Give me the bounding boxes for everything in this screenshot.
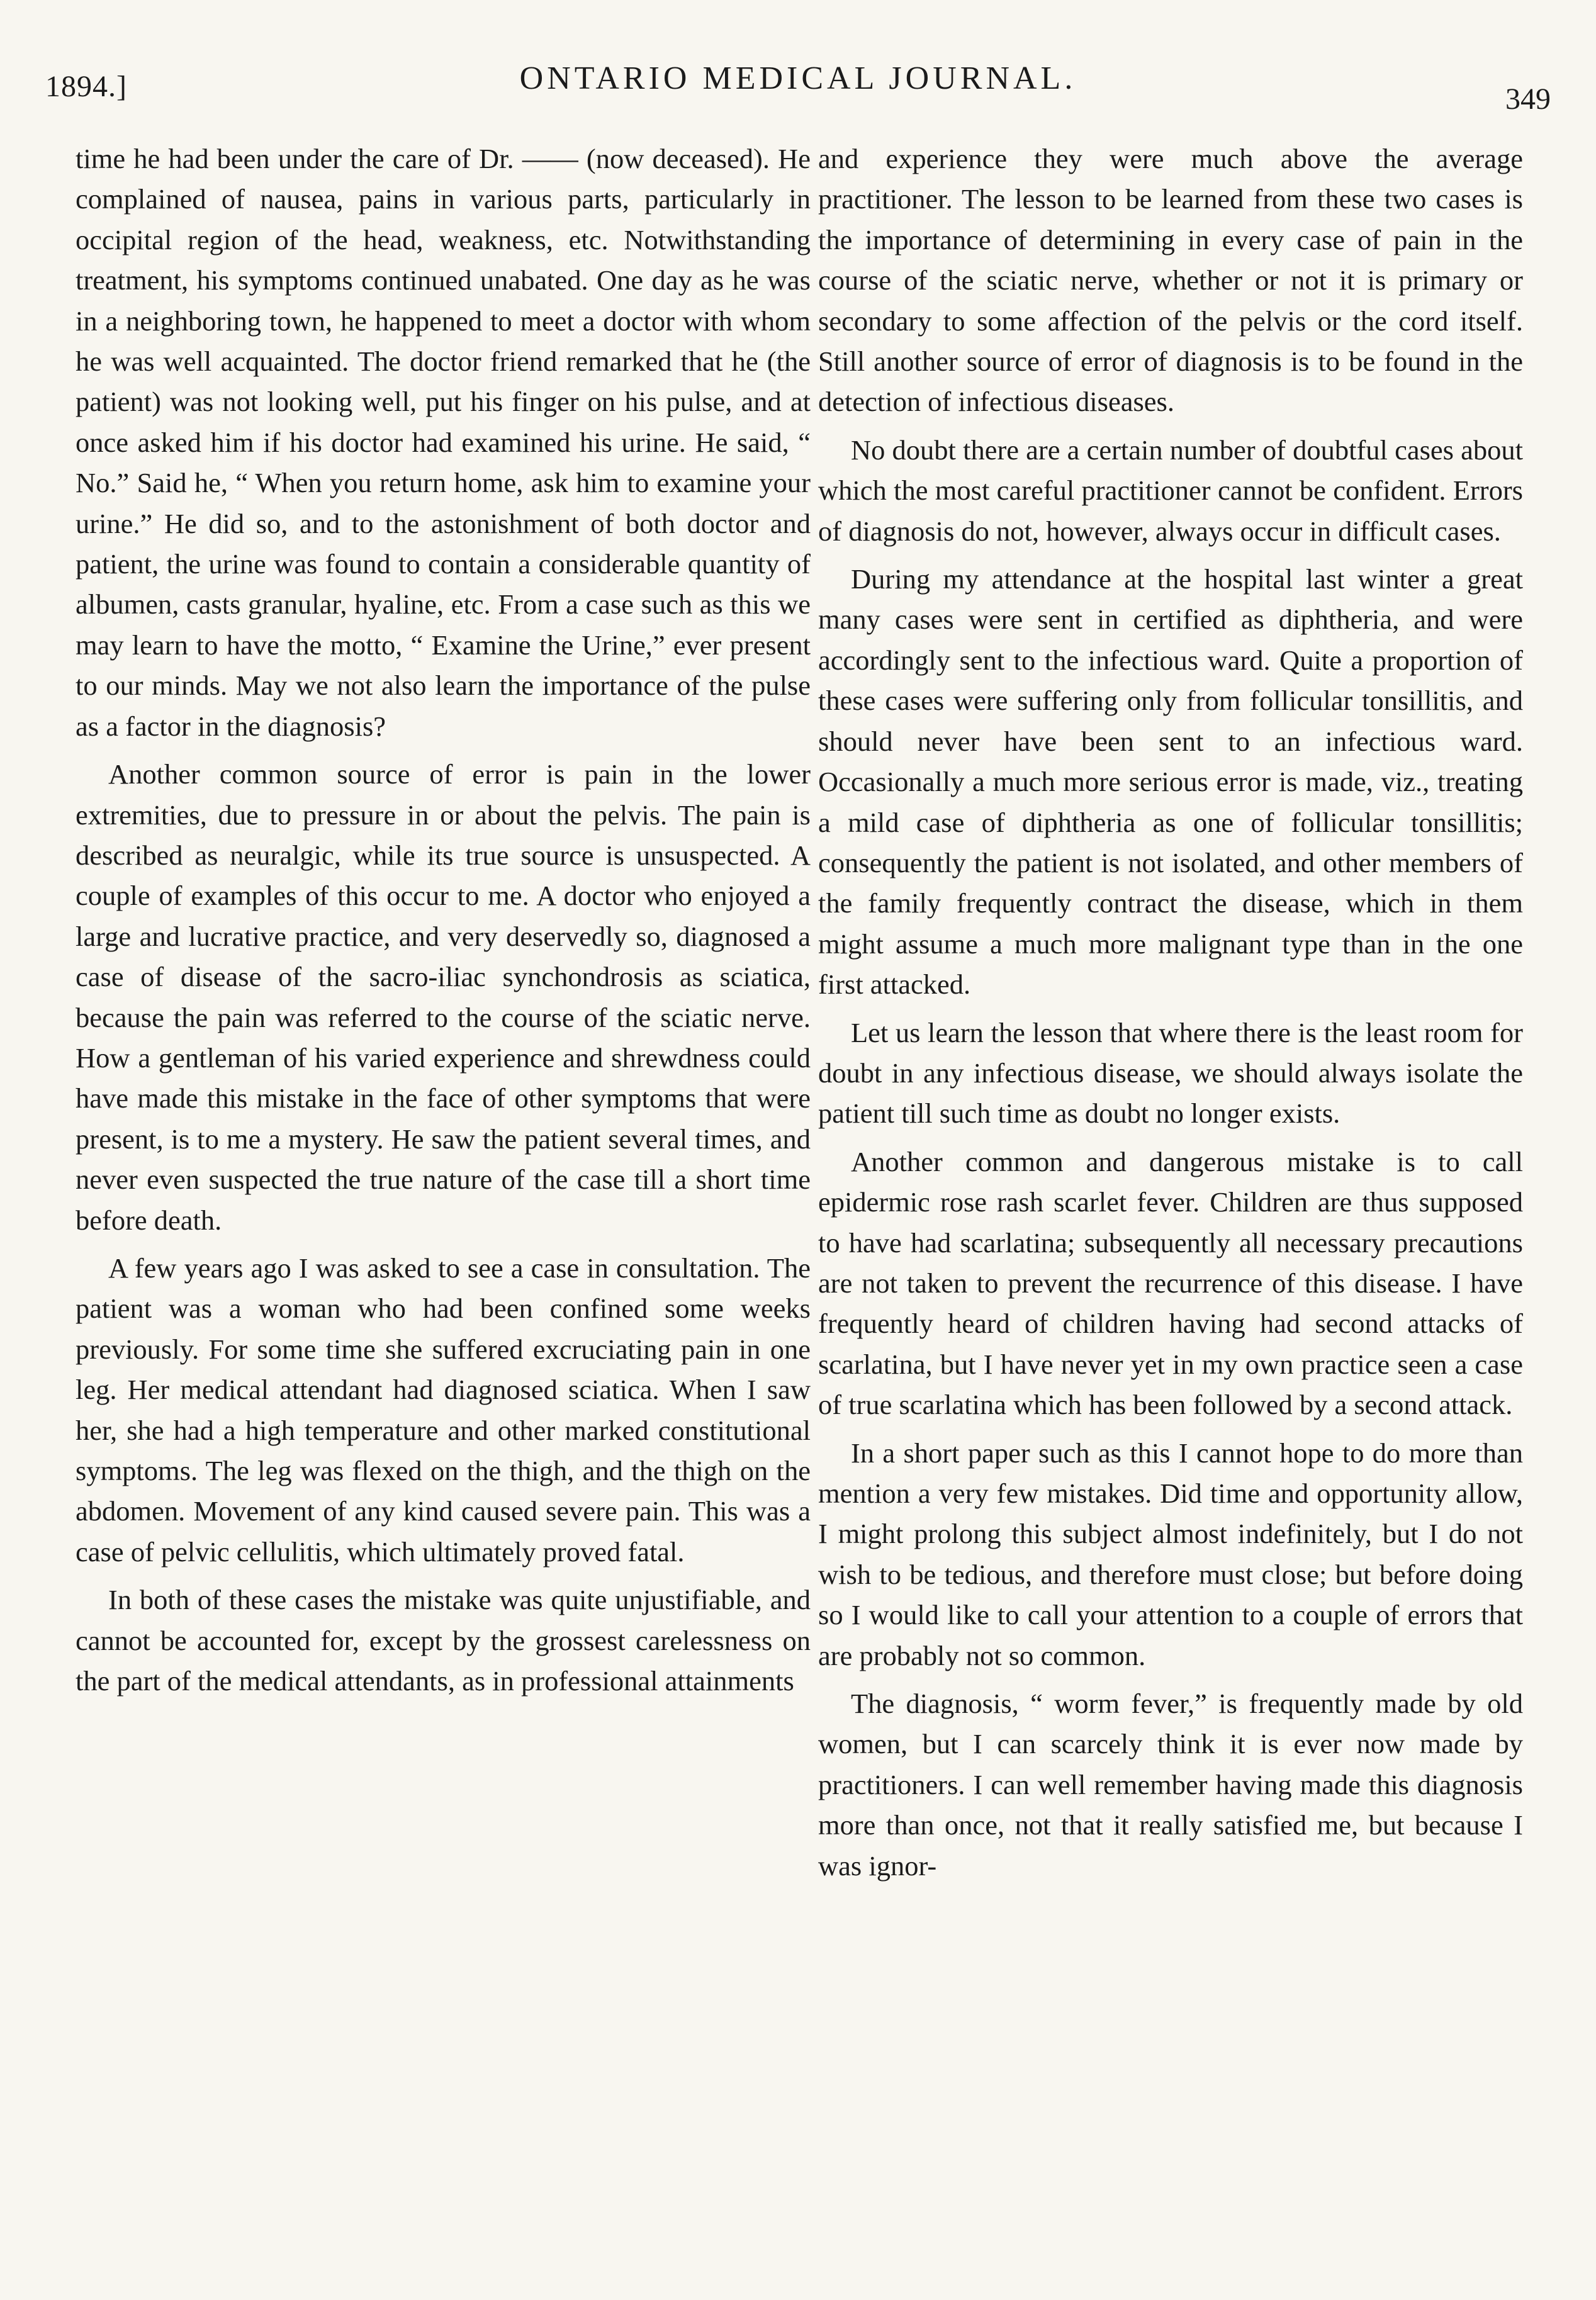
paragraph: In both of these cases the mistake was quite unjustifiable, and cannot be accounted for, except by the grossest carelessness on the part of the medical attendants, as in professional attainments bbox=[76, 1584, 811, 1697]
paragraph: time he had been under the care of Dr. —— (now deceased). He complained of nausea, pains in various parts, particularly in occipital region of the head, weakness, etc. Notwithstanding treatment, his symptoms continued unabated. One day as he was in a neighboring town, he happened to meet a doctor with whom he was well acquainted. The doctor friend remarked that he (the patient) was not looking well, put his finger on his pulse, and at once asked him if his doctor had examined his urine. He said, “ No.” Said he, “ When you return home, ask him to examine your urine.” He did so, and to the astonishment of both doctor and patient, the urine was found to contain a considerable quantity of albumen, casts granular, hyaline, etc. From a case such as this we may learn to have the motto, “ Examine the Urine,” ever present to our minds. May we not also learn the importance of the pulse as a factor in the diagnosis? bbox=[76, 143, 811, 742]
left-column bbox=[76, 138, 811, 1701]
paragraph: In a short paper such as this I cannot hope to do more than mention a very few mistakes. Did time and opportunity allow, I might prolong this subject almost indefinitely, but I do not wish to be tedious, and therefore must close; but before doing so I would like to call your attention to a couple of errors that are probably not so common. bbox=[818, 1437, 1523, 1671]
paragraph: The diagnosis, “ worm fever,” is frequently made by old women, but I can scarcely think it is ever now made by practitioners. I can well remember having made this diagnosis more than once, not that it really satisfied me, but because I was ignor- bbox=[818, 1688, 1523, 1882]
running-header bbox=[45, 60, 1551, 116]
paragraph: and experience they were much above the average practitioner. The lesson to be learned from these two cases is the importance of determining in every case of pain in the course of the sciatic nerve, whether or not it is primary or secondary to some affection of the pelvis or the cord itself. Still another source of error of diagnosis is to be found in the detection of infectious diseases. bbox=[818, 143, 1523, 418]
paragraph: During my attendance at the hospital last winter a great many cases were sent in certified as diphtheria, and were accordingly sent to the infectious ward. Quite a proportion of these cases were suffering only from follicular tonsillitis, and should never have been sent to an infectious ward. Occasionally a much more serious error is made, viz., treating a mild case of diphtheria as one of follicular tonsillitis; consequently the patient is not isolated, and other members of the family frequently contract the disease, which in them might assume a much more malignant type than in the one first attacked. bbox=[818, 563, 1523, 1001]
paragraph: Another common source of error is pain in the lower extremities, due to pressure in or about the pelvis. The pain is described as neuralgic, while its true source is unsuspected. A couple of examples of this occur to me. A doctor who enjoyed a large and lucrative practice, and very deservedly so, diagnosed a case of disease of the sacro-iliac synchondrosis as sciatica, because the pain was referred to the course of the sciatic nerve. How a gentleman of his varied experience and shrewdness could have made this mistake in the face of other symptoms that were present, is to me a mystery. He saw the patient several times, and never even suspected the true nature of the case till a short time before death. bbox=[76, 758, 811, 1236]
paragraph: A few years ago I was asked to see a case in consultation. The patient was a woman who had been confined some weeks previously. For some time she suffered excruciating pain in one leg. Her medical attendant had diagnosed sciatica. When I saw her, she had a high temperature and other marked constitutional symptoms. The leg was flexed on the thigh, and the thigh on the abdomen. Movement of any kind caused severe pain. This was a case of pelvic cellulitis, which ultimately proved fatal. bbox=[76, 1252, 811, 1568]
header-year: 1894.] bbox=[45, 70, 127, 103]
page-number: 349 bbox=[1505, 82, 1551, 116]
right-column bbox=[818, 138, 1523, 1886]
paragraph: No doubt there are a certain number of doubtful cases about which the most careful practitioner cannot be confident. Errors of diagnosis do not, however, always occur in difficult cases. bbox=[818, 434, 1523, 547]
journal-title: ONTARIO MEDICAL JOURNAL. bbox=[519, 60, 1077, 96]
paragraph: Let us learn the lesson that where there is the least room for doubt in any infectious disease, we should always isolate the patient till such time as doubt no longer exists. bbox=[818, 1016, 1523, 1130]
paragraph: Another common and dangerous mistake is to call epidermic rose rash scarlet fever. Children are thus supposed to have had scarlatina; subsequently all necessary precautions are not taken to prevent the recurrence of this disease. I have frequently heard of children having had second attacks of scarlatina, but I have never yet in my own practice seen a case of true scarlatina which has been followed by a second attack. bbox=[818, 1145, 1523, 1421]
